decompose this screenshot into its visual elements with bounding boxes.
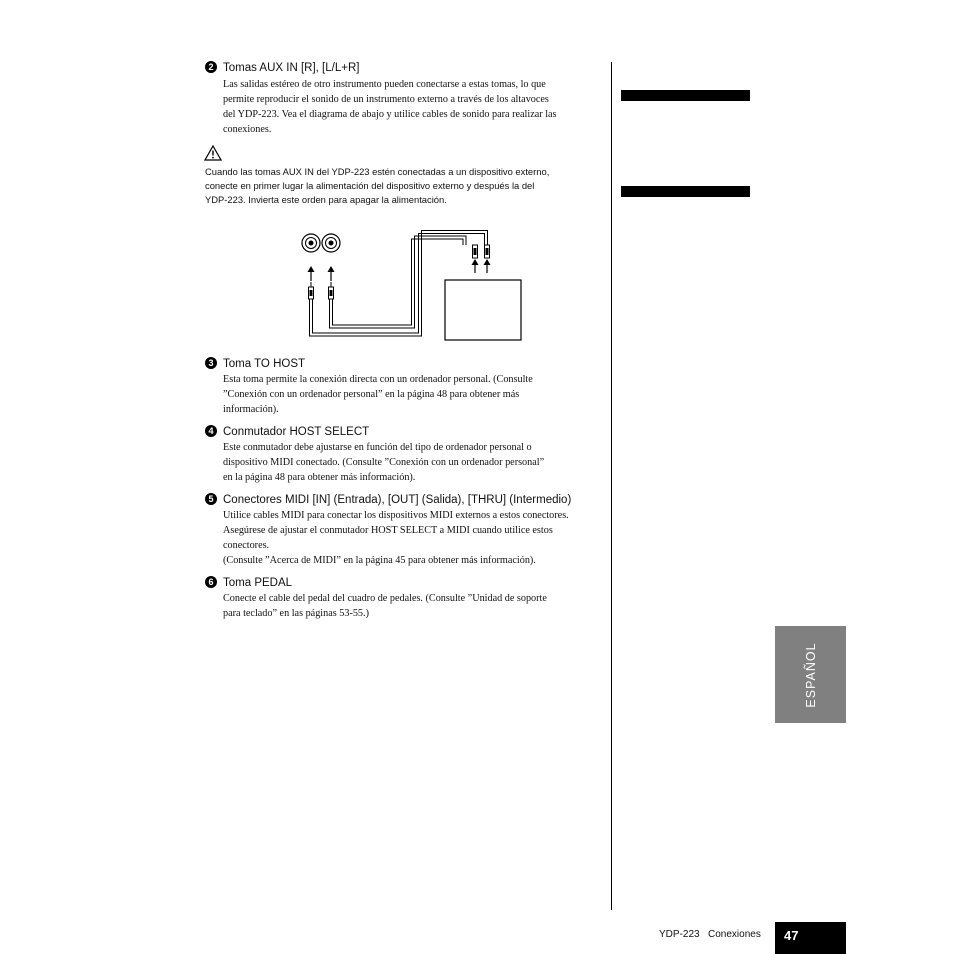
section-title: Conmutador HOST SELECT xyxy=(223,426,370,438)
arrow-up-icon xyxy=(328,266,335,281)
body-line: Asegúrese de ajustar el conmutador HOST SELECT a MIDI cuando utilice estos xyxy=(223,525,553,536)
section-title: Toma PEDAL xyxy=(223,577,293,589)
section-5-body xyxy=(223,508,569,568)
footer-model: YDP-223 xyxy=(659,929,700,940)
body-line: Utilice cables MIDI para conectar los dispositivos MIDI externos a estos conectores. xyxy=(223,510,569,521)
caution-text xyxy=(205,165,549,207)
body-line: en la página 48 para obtener más información). xyxy=(223,472,416,483)
section-number-badge: 6 xyxy=(205,576,217,588)
body-line: dispositivo MIDI conectado. (Consulte ”Conexión con un ordenador personal” xyxy=(223,457,545,468)
section-3-heading xyxy=(205,357,305,370)
audio-plug-left xyxy=(309,282,314,299)
external-device-box xyxy=(445,280,521,340)
footer-chapter: Conexiones xyxy=(708,929,761,940)
arrow-up-icon xyxy=(472,259,479,273)
body-line: Este conmutador debe ajustarse en función del tipo de ordenador personal o xyxy=(223,442,532,453)
column-divider xyxy=(611,62,612,910)
audio-plug-device-left xyxy=(473,245,478,258)
body-line: del YDP-223. Vea el diagrama de abajo y utilice cables de sonido para realizar las xyxy=(223,109,557,120)
body-line: para teclado” en las páginas 53-55.) xyxy=(223,608,369,619)
section-4-heading xyxy=(205,425,369,438)
page-number-box xyxy=(775,922,846,954)
body-line: ”Conexión con un ordenador personal” en la página 48 para obtener más xyxy=(223,389,520,400)
section-6-heading xyxy=(205,576,292,589)
body-line: conexiones. xyxy=(223,124,272,135)
body-line: permite reproducir el sonido de un instrumento externo a través de los altavoces xyxy=(223,94,549,105)
section-2-body xyxy=(223,77,557,137)
section-number-badge: 5 xyxy=(205,493,217,505)
margin-bar-top xyxy=(621,90,750,101)
body-line: información). xyxy=(223,404,279,415)
audio-plug-device-right xyxy=(485,245,490,258)
caution-line: YDP-223. Invierta este orden para apagar la alimentación. xyxy=(205,194,447,205)
section-2-heading xyxy=(205,61,359,74)
caution-line: Cuando las tomas AUX IN del YDP-223 estén conectadas a un dispositivo externo, xyxy=(205,166,550,177)
section-title: Conectores MIDI [IN] (Entrada), [OUT] (Salida), [THRU] (Intermedio) xyxy=(223,494,572,506)
section-number-badge: 3 xyxy=(205,357,217,369)
body-line: (Consulte ”Acerca de MIDI” en la página 45 para obtener más información). xyxy=(223,555,536,566)
body-line: Las salidas estéreo de otro instrumento pueden conectarse a estas tomas, lo que xyxy=(223,79,546,90)
body-line: conectores. xyxy=(223,540,270,551)
aux-in-jack-left xyxy=(302,234,320,252)
aux-connection-diagram xyxy=(290,225,535,345)
section-title: Tomas AUX IN [R], [L/L+R] xyxy=(223,62,360,74)
section-title: Toma TO HOST xyxy=(223,358,306,370)
section-5-heading xyxy=(205,493,571,506)
body-line: Conecte el cable del pedal del cuadro de pedales. (Consulte ”Unidad de soporte xyxy=(223,593,547,604)
warning-triangle-icon xyxy=(204,145,222,161)
margin-bar-bottom xyxy=(621,186,750,197)
section-number-badge: 4 xyxy=(205,425,217,437)
language-tab-label: ESPAÑOL xyxy=(803,641,818,708)
section-number-badge: 2 xyxy=(205,61,217,73)
aux-in-jack-right xyxy=(322,234,340,252)
arrow-up-icon xyxy=(308,266,315,281)
arrow-up-icon xyxy=(484,259,491,273)
section-4-body xyxy=(223,440,544,485)
language-tab[interactable] xyxy=(775,626,846,723)
section-3-body xyxy=(223,372,533,417)
body-line: Esta toma permite la conexión directa con un ordenador personal. (Consulte xyxy=(223,374,533,385)
section-6-body xyxy=(223,591,547,621)
page-number: 47 xyxy=(784,928,799,943)
audio-plug-right xyxy=(329,282,334,299)
caution-line: conecte en primer lugar la alimentación del dispositivo externo y después la del xyxy=(205,180,535,191)
